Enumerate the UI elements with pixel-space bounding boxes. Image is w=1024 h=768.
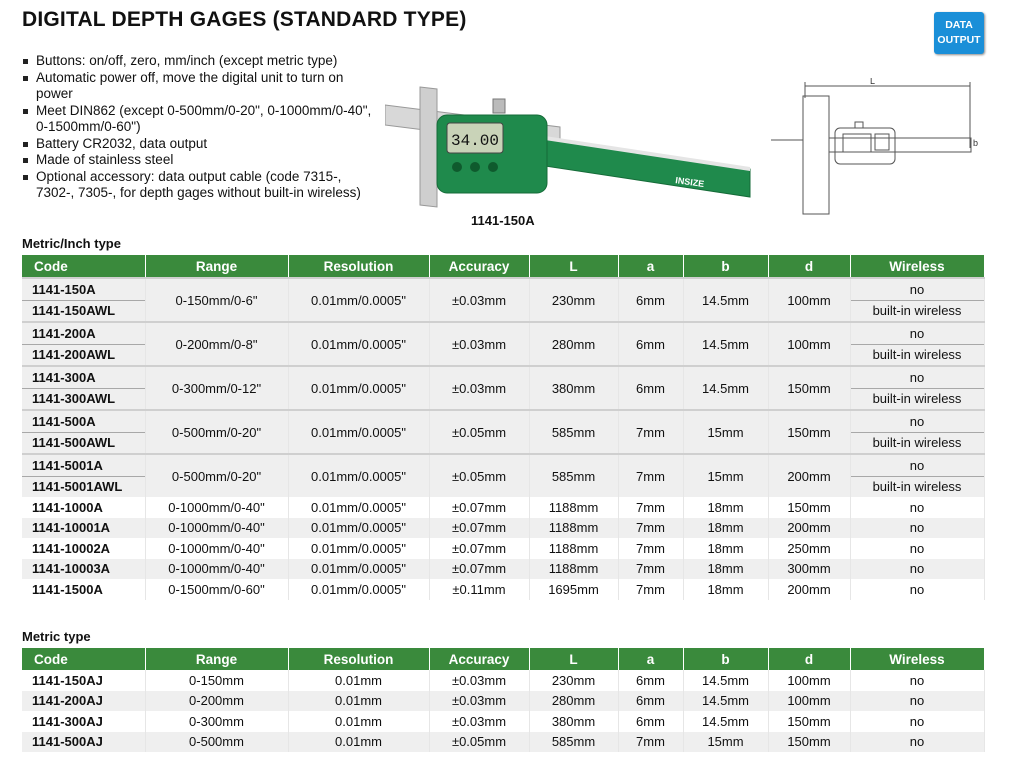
cell-wireless: built-in wireless <box>850 432 984 454</box>
feature-item: Battery CR2032, data output <box>22 136 382 153</box>
header-l: L <box>529 255 618 278</box>
cell-d: 200mm <box>768 518 850 539</box>
header-range: Range <box>145 648 288 670</box>
dimension-drawing <box>765 78 985 218</box>
cell-accuracy: ±0.11mm <box>429 579 529 600</box>
cell-wireless: no <box>850 410 984 432</box>
table-row <box>22 497 984 518</box>
cell-range: 0-500mm/0-20" <box>145 454 288 497</box>
label-l: L <box>870 78 876 86</box>
section-title-metric-inch: Metric/Inch type <box>22 236 121 251</box>
cell-accuracy: ±0.07mm <box>429 559 529 580</box>
cell-wireless: no <box>850 518 984 539</box>
cell-code: 1141-150A <box>22 278 145 300</box>
cell-b: 14.5mm <box>683 711 768 732</box>
cell-accuracy: ±0.07mm <box>429 518 529 539</box>
cell-d: 100mm <box>768 670 850 691</box>
cell-l: 1188mm <box>529 518 618 539</box>
cell-code: 1141-500AJ <box>22 732 145 753</box>
cell-a: 7mm <box>618 518 683 539</box>
cell-wireless: no <box>850 454 984 476</box>
cell-b: 14.5mm <box>683 322 768 366</box>
cell-a: 6mm <box>618 691 683 712</box>
cell-d: 100mm <box>768 278 850 322</box>
cell-accuracy: ±0.05mm <box>429 454 529 497</box>
header-accuracy: Accuracy <box>429 255 529 278</box>
cell-l: 1695mm <box>529 579 618 600</box>
table-header-row <box>22 648 984 670</box>
cell-a: 6mm <box>618 670 683 691</box>
cell-range: 0-1500mm/0-60" <box>145 579 288 600</box>
cell-b: 14.5mm <box>683 278 768 322</box>
header-a: a <box>618 255 683 278</box>
cell-code: 1141-300AWL <box>22 388 145 410</box>
header-code: Code <box>22 255 145 278</box>
table-row <box>22 518 984 539</box>
feature-item: Buttons: on/off, zero, mm/inch (except metric type) <box>22 53 382 70</box>
gage-button <box>452 162 462 172</box>
header-resolution: Resolution <box>288 648 429 670</box>
header-d: d <box>768 255 850 278</box>
cell-code: 1141-10002A <box>22 538 145 559</box>
cell-resolution: 0.01mm/0.0005" <box>288 366 429 410</box>
header-accuracy: Accuracy <box>429 648 529 670</box>
drawing-screw <box>855 122 863 128</box>
cell-resolution: 0.01mm <box>288 711 429 732</box>
cell-l: 585mm <box>529 410 618 454</box>
cell-resolution: 0.01mm/0.0005" <box>288 559 429 580</box>
table-row <box>22 670 984 691</box>
header-l: L <box>529 648 618 670</box>
table-row <box>22 366 984 388</box>
table-row <box>22 711 984 732</box>
cell-l: 1188mm <box>529 538 618 559</box>
cell-d: 150mm <box>768 497 850 518</box>
cell-a: 7mm <box>618 454 683 497</box>
cell-wireless: built-in wireless <box>850 388 984 410</box>
cell-d: 100mm <box>768 691 850 712</box>
gage-base-block <box>420 87 437 207</box>
gage-lock-screw <box>493 99 505 113</box>
table-row <box>22 732 984 753</box>
cell-resolution: 0.01mm/0.0005" <box>288 454 429 497</box>
cell-d: 200mm <box>768 454 850 497</box>
cell-accuracy: ±0.05mm <box>429 410 529 454</box>
photo-caption: 1141-150A <box>471 213 535 228</box>
feature-item: Optional accessory: data output cable (code 7315-, 7302-, 7305-, for depth gages without built-in wireless) <box>22 169 382 202</box>
cell-b: 18mm <box>683 579 768 600</box>
cell-range: 0-300mm <box>145 711 288 732</box>
table-row <box>22 322 984 344</box>
table-row <box>22 579 984 600</box>
cell-code: 1141-200A <box>22 322 145 344</box>
cell-code: 1141-10003A <box>22 559 145 580</box>
cell-a: 7mm <box>618 538 683 559</box>
cell-l: 280mm <box>529 691 618 712</box>
cell-range: 0-500mm <box>145 732 288 753</box>
cell-b: 18mm <box>683 518 768 539</box>
badge-line-1: DATA <box>945 19 973 31</box>
header-b: b <box>683 255 768 278</box>
table-row <box>22 559 984 580</box>
cell-resolution: 0.01mm <box>288 691 429 712</box>
cell-resolution: 0.01mm <box>288 670 429 691</box>
table-header-row <box>22 255 984 278</box>
header-resolution: Resolution <box>288 255 429 278</box>
header-d: d <box>768 648 850 670</box>
cell-a: 7mm <box>618 579 683 600</box>
cell-wireless: no <box>850 579 984 600</box>
cell-accuracy: ±0.03mm <box>429 691 529 712</box>
cell-wireless: no <box>850 670 984 691</box>
cell-accuracy: ±0.03mm <box>429 711 529 732</box>
cell-wireless: no <box>850 559 984 580</box>
cell-b: 14.5mm <box>683 691 768 712</box>
metric-table <box>22 648 985 752</box>
cell-resolution: 0.01mm/0.0005" <box>288 322 429 366</box>
cell-l: 280mm <box>529 322 618 366</box>
cell-b: 18mm <box>683 559 768 580</box>
feature-item: Made of stainless steel <box>22 152 382 169</box>
section-title-metric: Metric type <box>22 629 91 644</box>
cell-d: 150mm <box>768 410 850 454</box>
header-a: a <box>618 648 683 670</box>
cell-resolution: 0.01mm/0.0005" <box>288 518 429 539</box>
cell-code: 1141-200AWL <box>22 344 145 366</box>
cell-a: 7mm <box>618 497 683 518</box>
cell-b: 15mm <box>683 454 768 497</box>
cell-d: 250mm <box>768 538 850 559</box>
cell-code: 1141-500A <box>22 410 145 432</box>
cell-code: 1141-300A <box>22 366 145 388</box>
cell-b: 15mm <box>683 732 768 753</box>
cell-resolution: 0.01mm/0.0005" <box>288 278 429 322</box>
cell-code: 1141-150AJ <box>22 670 145 691</box>
page-title: DIGITAL DEPTH GAGES (STANDARD TYPE) <box>22 8 467 31</box>
cell-code: 1141-10001A <box>22 518 145 539</box>
table-row <box>22 538 984 559</box>
cell-accuracy: ±0.03mm <box>429 322 529 366</box>
label-b: b <box>973 138 979 148</box>
cell-range: 0-500mm/0-20" <box>145 410 288 454</box>
cell-l: 1188mm <box>529 559 618 580</box>
cell-l: 380mm <box>529 711 618 732</box>
cell-range: 0-150mm <box>145 670 288 691</box>
cell-code: 1141-5001A <box>22 454 145 476</box>
cell-accuracy: ±0.07mm <box>429 497 529 518</box>
cell-range: 0-200mm/0-8" <box>145 322 288 366</box>
gage-button <box>470 162 480 172</box>
cell-b: 15mm <box>683 410 768 454</box>
cell-b: 14.5mm <box>683 670 768 691</box>
cell-l: 380mm <box>529 366 618 410</box>
cell-d: 100mm <box>768 322 850 366</box>
cell-accuracy: ±0.03mm <box>429 366 529 410</box>
cell-code: 1141-500AWL <box>22 432 145 454</box>
drawing-housing <box>835 128 895 164</box>
cell-accuracy: ±0.03mm <box>429 670 529 691</box>
table-row <box>22 278 984 300</box>
cell-d: 150mm <box>768 366 850 410</box>
cell-range: 0-300mm/0-12" <box>145 366 288 410</box>
cell-wireless: no <box>850 497 984 518</box>
badge-line-2: OUTPUT <box>937 34 981 46</box>
table-row <box>22 691 984 712</box>
cell-code: 1141-150AWL <box>22 300 145 322</box>
cell-l: 230mm <box>529 670 618 691</box>
drawing-button <box>875 134 889 150</box>
drawing-lcd <box>843 134 871 152</box>
cell-wireless: built-in wireless <box>850 344 984 366</box>
cell-b: 18mm <box>683 538 768 559</box>
cell-a: 7mm <box>618 559 683 580</box>
cell-a: 6mm <box>618 278 683 322</box>
cell-accuracy: ±0.05mm <box>429 732 529 753</box>
feature-item: Automatic power off, move the digital unit to turn on power <box>22 70 382 103</box>
cell-wireless: no <box>850 691 984 712</box>
table-row <box>22 454 984 476</box>
table-row <box>22 410 984 432</box>
cell-a: 7mm <box>618 410 683 454</box>
cell-range: 0-1000mm/0-40" <box>145 497 288 518</box>
cell-wireless: no <box>850 278 984 300</box>
metric-inch-table <box>22 255 985 600</box>
header-wireless: Wireless <box>850 648 984 670</box>
cell-wireless: no <box>850 366 984 388</box>
drawing-base <box>803 96 829 214</box>
cell-d: 150mm <box>768 711 850 732</box>
cell-resolution: 0.01mm/0.0005" <box>288 410 429 454</box>
cell-resolution: 0.01mm/0.0005" <box>288 497 429 518</box>
depth-gage-photo <box>385 75 755 215</box>
cell-wireless: no <box>850 711 984 732</box>
cell-d: 200mm <box>768 579 850 600</box>
cell-b: 18mm <box>683 497 768 518</box>
cell-wireless: built-in wireless <box>850 476 984 497</box>
cell-a: 6mm <box>618 322 683 366</box>
cell-b: 14.5mm <box>683 366 768 410</box>
cell-code: 1141-1000A <box>22 497 145 518</box>
cell-accuracy: ±0.03mm <box>429 278 529 322</box>
cell-range: 0-200mm <box>145 691 288 712</box>
cell-resolution: 0.01mm/0.0005" <box>288 579 429 600</box>
cell-code: 1141-5001AWL <box>22 476 145 497</box>
cell-wireless: built-in wireless <box>850 300 984 322</box>
cell-a: 6mm <box>618 366 683 410</box>
brand-logo: INSIZE <box>674 175 705 190</box>
data-output-badge <box>934 12 984 54</box>
cell-a: 6mm <box>618 711 683 732</box>
cell-range: 0-1000mm/0-40" <box>145 538 288 559</box>
cell-range: 0-1000mm/0-40" <box>145 559 288 580</box>
cell-l: 585mm <box>529 454 618 497</box>
header-b: b <box>683 648 768 670</box>
gage-beam <box>525 135 750 197</box>
cell-d: 300mm <box>768 559 850 580</box>
cell-accuracy: ±0.07mm <box>429 538 529 559</box>
cell-range: 0-1000mm/0-40" <box>145 518 288 539</box>
header-code: Code <box>22 648 145 670</box>
header-range: Range <box>145 255 288 278</box>
cell-wireless: no <box>850 322 984 344</box>
cell-code: 1141-200AJ <box>22 691 145 712</box>
cell-l: 585mm <box>529 732 618 753</box>
cell-d: 150mm <box>768 732 850 753</box>
cell-code: 1141-300AJ <box>22 711 145 732</box>
cell-a: 7mm <box>618 732 683 753</box>
cell-wireless: no <box>850 732 984 753</box>
cell-wireless: no <box>850 538 984 559</box>
header-wireless: Wireless <box>850 255 984 278</box>
cell-resolution: 0.01mm/0.0005" <box>288 538 429 559</box>
cell-range: 0-150mm/0-6" <box>145 278 288 322</box>
cell-resolution: 0.01mm <box>288 732 429 753</box>
gage-display-value: 34.00 <box>450 132 500 150</box>
gage-button <box>488 162 498 172</box>
feature-list <box>22 53 382 202</box>
feature-item: Meet DIN862 (except 0-500mm/0-20", 0-1000mm/0-40", 0-1500mm/0-60") <box>22 103 382 136</box>
drawing-beam <box>829 138 971 152</box>
cell-l: 230mm <box>529 278 618 322</box>
cell-l: 1188mm <box>529 497 618 518</box>
cell-code: 1141-1500A <box>22 579 145 600</box>
